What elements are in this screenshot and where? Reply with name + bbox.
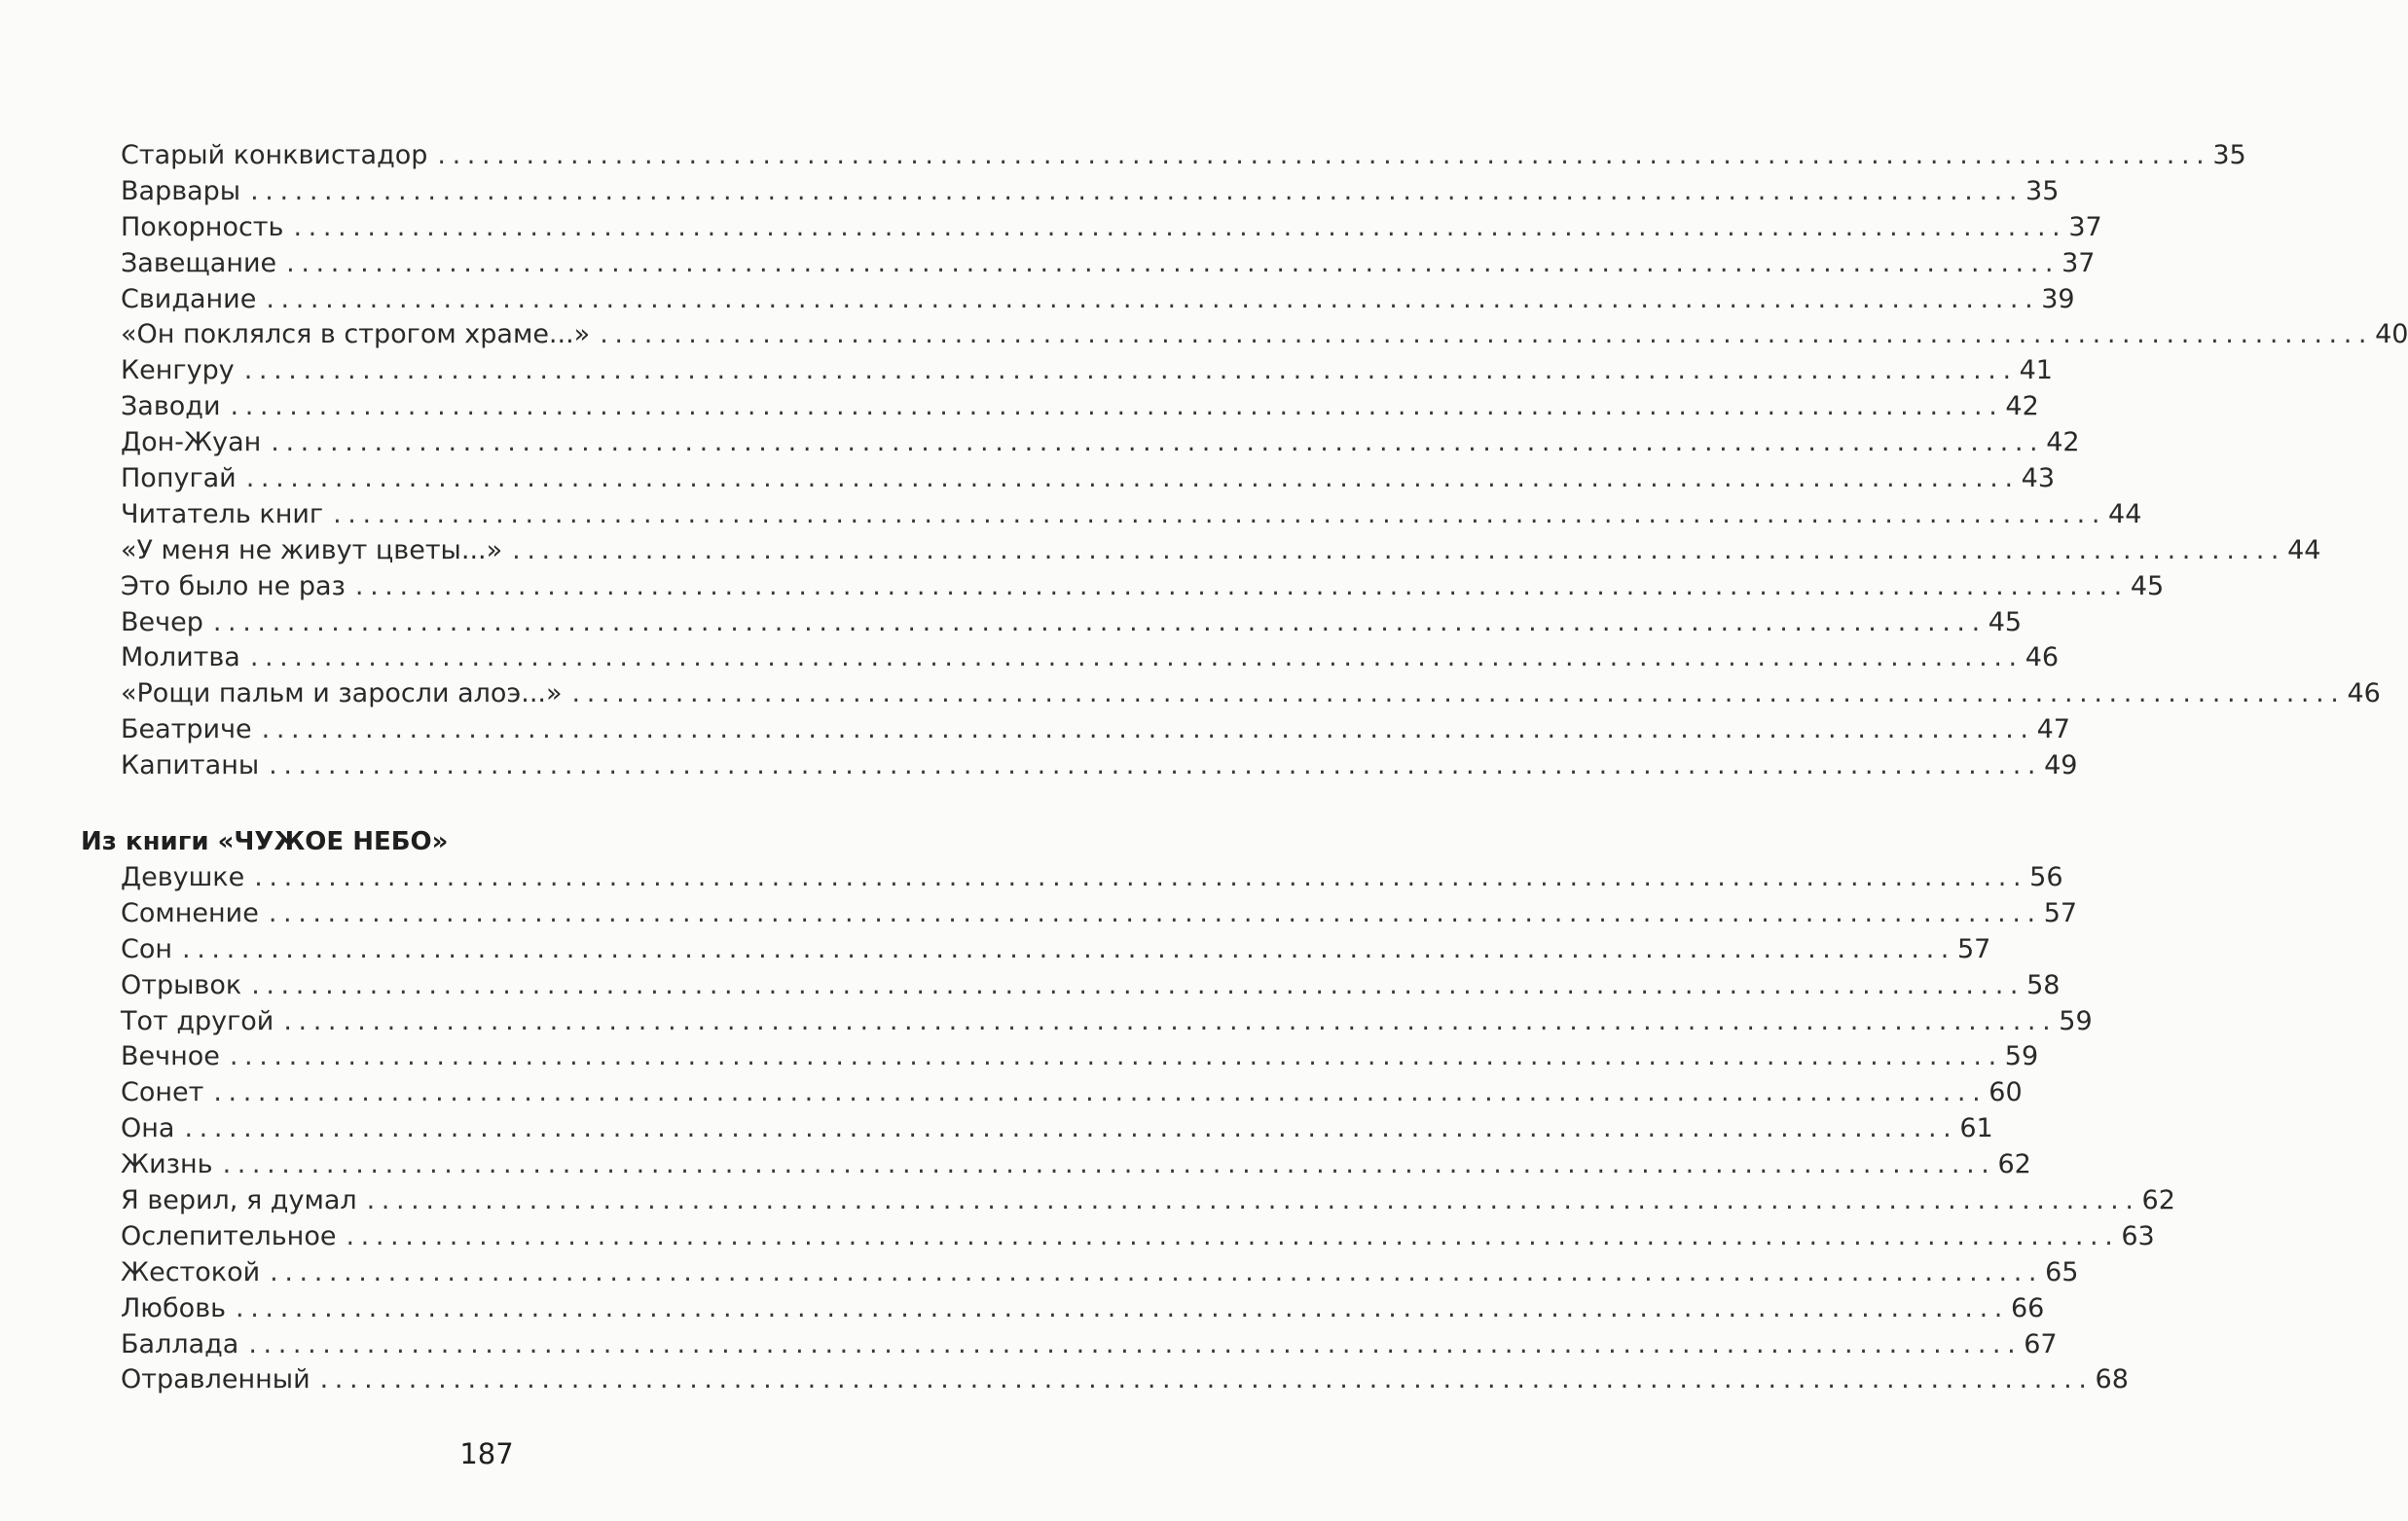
toc-dot-leader: ........................................................................................................................ [293,211,2067,242]
toc-entry-page: 43 [2021,463,2055,494]
toc-entry-page: 41 [2019,355,2053,386]
toc-entry-title: Вечное [121,1041,220,1072]
toc-entry-page: 62 [1997,1149,2031,1180]
toc-entry [121,246,2096,282]
toc-dot-leader: ........................................................................................................................ [251,969,2025,1000]
toc-entry-page: 61 [1959,1113,1993,1144]
toc-entry-page: 59 [2004,1041,2039,1072]
toc-entry-title: Отравленный [121,1364,310,1395]
toc-entry-title: Жизнь [121,1149,213,1180]
toc-entry [121,389,2039,425]
toc-dot-leader: ........................................................................................................................ [184,1113,1958,1144]
toc-entry-page: 62 [2141,1185,2175,1216]
toc-entry-title: Баллада [121,1328,239,1359]
toc-entry [121,353,2053,389]
toc-entry [121,569,2165,605]
toc-entry-title: Читатель книг [121,498,324,529]
toc-entry-title: «Рощи пальм и заросли алоэ...» [121,678,563,709]
toc-entry [121,1111,1993,1147]
toc-entry-page: 49 [2044,750,2078,781]
toc-entry-title: Ослепительное [121,1220,337,1251]
toc-entry-page: 66 [2010,1292,2045,1323]
toc-dot-leader: ........................................................................................................................ [248,1328,2023,1359]
toc-list-part-1 [121,138,2408,784]
toc-dot-leader: ........................................................................................................................ [600,319,2374,350]
toc-entry [121,138,2246,174]
toc-dot-leader: ........................................................................................................................ [249,642,2024,673]
toc-entry [121,748,2078,784]
toc-dot-leader: ........................................................................................................................ [266,283,2040,314]
toc-entry-page: 46 [2347,678,2381,709]
toc-dot-leader: ........................................................................................................................ [319,1364,2094,1395]
toc-entry-page: 56 [2029,862,2063,892]
toc-dot-leader: ........................................................................................................................ [236,1292,2009,1323]
toc-entry-title: Варвары [121,175,241,206]
toc-dot-leader: ........................................................................................................................ [366,1185,2140,1216]
toc-entry-page: 42 [2005,391,2039,422]
toc-entry-page: 65 [2045,1256,2079,1287]
toc-entry-page: 60 [1988,1077,2023,1108]
toc-entry [121,712,2070,748]
toc-entry [121,676,2381,712]
toc-entry-page: 67 [2024,1328,2058,1359]
toc-entry [121,605,2023,641]
section-heading: Из книги «ЧУЖОЕ НЕБО» [81,827,449,856]
toc-entry-title: Девушке [121,862,245,892]
toc-dot-leader: ........................................................................................................................ [346,1220,2120,1251]
toc-entry [121,174,2060,210]
toc-dot-leader: ........................................................................................................................ [212,606,1987,637]
toc-entry [121,497,2142,533]
toc-dot-leader: ........................................................................................................................ [354,570,2129,601]
toc-dot-leader: ........................................................................................................................ [250,175,2025,206]
toc-entry-title: Старый конквистадор [121,140,428,170]
toc-entry [121,1004,2093,1040]
toc-entry [121,533,2321,569]
toc-dot-leader: ........................................................................................................................ [254,862,2028,892]
toc-entry [121,1075,2023,1111]
toc-entry [121,1219,2155,1255]
toc-entry [121,860,2063,896]
toc-entry-title: Молитва [121,642,240,673]
toc-entry [121,1147,2031,1183]
toc-dot-leader: ........................................................................................................................ [243,355,2018,386]
toc-entry-title: Беатриче [121,714,252,745]
toc-dot-leader: ........................................................................................................................ [268,897,2042,928]
toc-entry-page: 35 [2025,175,2060,206]
toc-entry-title: Попугай [121,463,237,494]
toc-entry-title: Сомнение [121,897,259,928]
toc-entry [121,461,2055,497]
toc-list-part-2 [121,860,2175,1398]
toc-entry-title: Сонет [121,1077,204,1108]
toc-entry-page: 39 [2041,283,2075,314]
toc-dot-leader: ........................................................................................................................ [222,1149,1996,1180]
toc-entry [121,282,2075,318]
toc-entry [121,317,2408,353]
toc-dot-leader: ........................................................................................................................ [182,933,1955,964]
toc-entry [121,210,2102,246]
toc-entry-title: Вечер [121,606,203,637]
toc-entry-title: Любовь [121,1292,227,1323]
toc-entry-title: Свидание [121,283,257,314]
toc-dot-leader: ........................................................................................................................ [437,140,2211,170]
toc-entry-page: 44 [2287,534,2321,565]
toc-dot-leader: ........................................................................................................................ [229,1041,2003,1072]
toc-entry [121,1291,2045,1327]
toc-entry [121,1255,2079,1291]
toc-entry-title: Я верил, я думал [121,1185,357,1216]
toc-entry-page: 46 [2025,642,2060,673]
toc-entry-title: Дон-Жуан [121,427,262,458]
toc-entry-page: 57 [2043,897,2078,928]
toc-entry-title: Это было не раз [121,570,346,601]
toc-entry-page: 57 [1956,933,1991,964]
toc-entry-title: Кенгуру [121,355,235,386]
toc-entry [121,968,2061,1004]
toc-entry-page: 63 [2121,1220,2155,1251]
toc-entry-page: 59 [2059,1005,2093,1036]
toc-entry-title: Она [121,1113,175,1144]
toc-entry-title: «Он поклялся в строгом храме...» [121,319,591,350]
toc-entry-page: 45 [2130,570,2165,601]
toc-entry-page: 40 [2375,319,2408,350]
toc-entry-title: Тот другой [121,1005,274,1036]
page-number: 187 [459,1437,514,1470]
toc-entry-page: 37 [2068,211,2102,242]
toc-entry-title: Жестокой [121,1256,261,1287]
toc-dot-leader: ........................................................................................................................ [230,391,2004,422]
toc-entry-page: 45 [1988,606,2023,637]
toc-entry-page: 68 [2095,1364,2129,1395]
toc-dot-leader: ........................................................................................................................ [271,427,2045,458]
toc-entry-title: Покорность [121,211,284,242]
toc-entry-title: Капитаны [121,750,260,781]
toc-entry-title: Завещание [121,247,277,278]
toc-entry [121,932,1991,968]
toc-entry [121,425,2080,461]
toc-dot-leader: ........................................................................................................................ [283,1005,2058,1036]
toc-entry [121,1362,2129,1398]
toc-dot-leader: ........................................................................................................................ [269,750,2043,781]
toc-entry [121,640,2060,676]
toc-dot-leader: ........................................................................................................................ [333,498,2107,529]
toc-entry-page: 37 [2061,247,2096,278]
toc-entry [121,1039,2039,1075]
toc-dot-leader: ........................................................................................................................ [213,1077,1988,1108]
toc-entry-title: Заводи [121,391,221,422]
toc-entry-page: 35 [2212,140,2246,170]
toc-entry-title: Отрывок [121,969,242,1000]
toc-entry-title: Сон [121,933,173,964]
toc-dot-leader: ........................................................................................................................ [261,714,2035,745]
toc-dot-leader: ........................................................................................................................ [270,1256,2044,1287]
toc-dot-leader: ........................................................................................................................ [286,247,2061,278]
toc-entry-page: 44 [2108,498,2142,529]
toc-entry-page: 58 [2026,969,2061,1000]
toc-entry-title: «У меня не живут цветы...» [121,534,503,565]
toc-entry [121,1327,2058,1363]
toc-dot-leader: ........................................................................................................................ [571,678,2346,709]
toc-dot-leader: ........................................................................................................................ [245,463,2020,494]
toc-entry [121,1183,2175,1219]
toc-entry [121,896,2078,932]
toc-dot-leader: ........................................................................................................................ [512,534,2286,565]
toc-entry-page: 42 [2046,427,2080,458]
toc-entry-page: 47 [2036,714,2070,745]
